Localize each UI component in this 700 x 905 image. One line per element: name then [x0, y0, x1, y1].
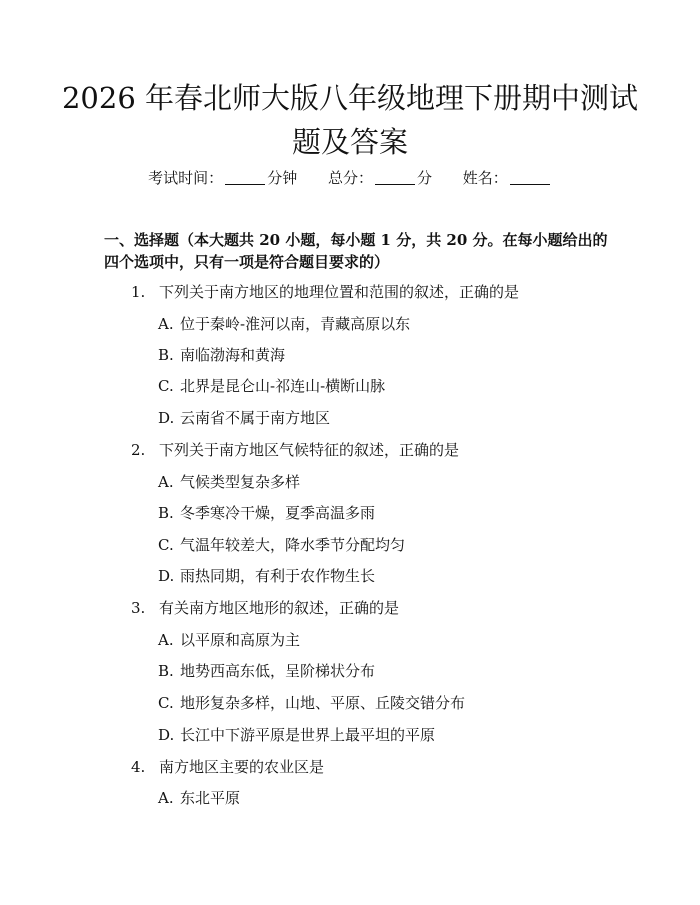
question-number: 2.: [131, 441, 146, 459]
title-line-1: 2026 年春北师大版八年级地理下册期中测试: [61, 81, 639, 115]
answer-option: [158, 313, 410, 335]
option-text: 南临渤海和黄海: [180, 346, 286, 364]
option-letter: A.: [158, 473, 174, 491]
option-text: 雨热同期，有利于农作物生长: [180, 567, 376, 585]
option-letter: C.: [158, 536, 174, 554]
question-text: 南方地区主要的农业区是: [159, 758, 325, 776]
question-number: 1.: [131, 283, 146, 301]
answer-option: [158, 629, 300, 651]
option-text: 冬季寒冷干燥，夏季高温多雨: [180, 504, 376, 522]
total-score-blank: [375, 170, 415, 185]
answer-option: [158, 724, 435, 746]
exam-time-unit: 分钟: [267, 169, 298, 187]
answer-option: [158, 692, 465, 714]
option-letter: B.: [158, 504, 174, 522]
option-text: 北界是昆仑山-祁连山-横断山脉: [180, 377, 386, 395]
exam-time-label: 考试时间：: [148, 169, 224, 187]
option-letter: A.: [158, 789, 174, 807]
exam-time-field: [148, 167, 297, 189]
exam-info-line: [0, 167, 700, 189]
answer-option: [158, 565, 375, 587]
answer-option: [158, 502, 375, 524]
student-name-label: 姓名：: [462, 169, 508, 187]
option-text: 以平原和高原为主: [180, 631, 301, 649]
option-letter: B.: [158, 346, 174, 364]
option-letter: B.: [158, 662, 174, 680]
answer-option: [158, 534, 405, 556]
student-name-field: [463, 167, 552, 189]
question-stem: [131, 756, 324, 778]
question-number: 3.: [131, 599, 146, 617]
title-line-2: 题及答案: [291, 125, 408, 159]
option-text: 东北平原: [180, 789, 241, 807]
option-text: 气候类型复杂多样: [180, 473, 301, 491]
total-score-unit: 分: [417, 169, 433, 187]
option-text: 云南省不属于南方地区: [180, 409, 331, 427]
page-title: [60, 76, 640, 164]
exam-time-blank: [225, 170, 265, 185]
answer-option: [158, 407, 330, 429]
option-text: 地形复杂多样，山地、平原、丘陵交错分布: [180, 694, 466, 712]
answer-option: [158, 787, 240, 809]
question-stem: [131, 597, 399, 619]
answer-option: [158, 660, 375, 682]
option-text: 地势西高东低，呈阶梯状分布: [180, 662, 376, 680]
question-stem: [131, 439, 459, 461]
option-letter: A.: [158, 315, 174, 333]
question-text: 下列关于南方地区的地理位置和范围的叙述，正确的是: [159, 283, 520, 301]
option-letter: A.: [158, 631, 174, 649]
total-score-field: [328, 167, 432, 189]
answer-option: [158, 471, 300, 493]
option-letter: C.: [158, 377, 174, 395]
option-text: 气温年较差大，降水季节分配均匀: [180, 536, 406, 554]
option-letter: D.: [158, 409, 175, 427]
student-name-blank: [510, 170, 550, 185]
section-heading-multiple-choice: 一、选择题（本大题共 20 小题，每小题 1 分，共 20 分。在每小题给出的四个选项中，只有一项是符合题目要求的）: [104, 231, 608, 271]
answer-option: [158, 344, 285, 366]
question-stem: [131, 281, 519, 303]
total-score-label: 总分：: [327, 169, 373, 187]
option-letter: C.: [158, 694, 174, 712]
option-letter: D.: [158, 567, 175, 585]
option-text: 位于秦岭-淮河以南，青藏高原以东: [180, 315, 411, 333]
question-text: 有关南方地区地形的叙述，正确的是: [159, 599, 400, 617]
question-text: 下列关于南方地区气候特征的叙述，正确的是: [159, 441, 460, 459]
option-letter: D.: [158, 726, 175, 744]
option-text: 长江中下游平原是世界上最平坦的平原: [180, 726, 436, 744]
answer-option: [158, 375, 385, 397]
question-number: 4.: [131, 758, 146, 776]
